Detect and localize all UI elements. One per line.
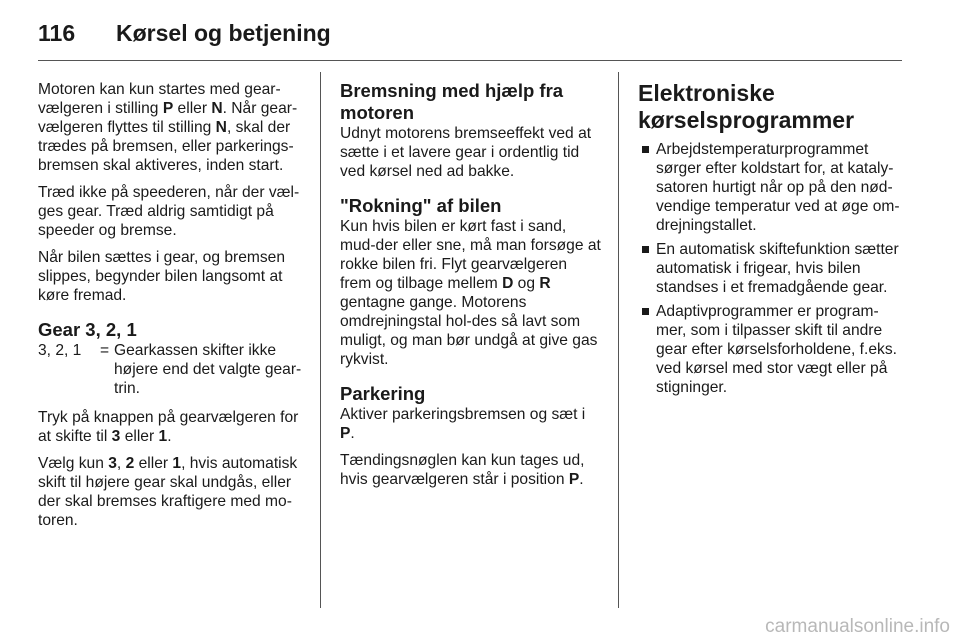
square-bullet-icon	[642, 308, 649, 315]
paragraph-engine-braking: Udnyt motorens bremseeffekt ved at sætte i et lavere gear i ordentlig tid ved kørsel ned ad bakke.	[340, 125, 592, 180]
heading-gear-321: Gear 3, 2, 1	[38, 319, 137, 340]
square-bullet-icon	[642, 246, 649, 253]
paragraph-no-throttle: Træd ikke på speederen, når der væl-ges gear. Træd aldrig samtidigt på speeder og bremse.	[38, 184, 300, 239]
square-bullet-icon	[642, 146, 649, 153]
heading-electronic-programs: Elektroniske kørselsprogrammer	[638, 80, 855, 133]
program-list	[638, 140, 906, 397]
paragraph-ignition-key: Tændingsnøglen kan kun tages ud, hvis gearvælgeren står i position P.	[340, 452, 585, 488]
heading-rocking: "Rokning" af bilen	[340, 195, 502, 216]
definition-equals: =	[100, 342, 110, 359]
chapter-title: Kørsel og betjening	[116, 20, 331, 46]
gear-definition	[38, 341, 306, 398]
column-left	[38, 80, 306, 538]
definition-term: 3, 2, 1	[38, 342, 82, 359]
paragraph-start-conditions: Motoren kan kun startes med gear-vælgeren i stilling P eller N. Når gear-vælgeren flyttes til stilling N, skal der trædes på bremsen, eller parkerings-bremsen skal aktiveres, inden start.	[38, 81, 298, 174]
definition-description: Gearkassen skifter ikke højere end det valgte gear-trin.	[114, 342, 302, 397]
paragraph-press-button: Tryk på knappen på gearvælgeren for at skifte til 3 eller 1.	[38, 409, 299, 445]
paragraph-rocking: Kun hvis bilen er kørt fast i sand, mud-der eller sne, må man forsøge at rokke bilen fri. Flyt gearvælgeren frem og tilbage mellem D og R gentagne gange. Motorens omdrejningstal hol-des så lavt som muligt, og man bør undgå at give gas rykvist.	[340, 218, 601, 368]
list-item: En automatisk skiftefunktion sætter automatisk i frigear, hvis bilen standses i et fremadgående gear.	[638, 240, 906, 297]
list-item: Arbejdstemperaturprogrammet sørger efter koldstart for, at kataly-satoren hurtigt når op på den nød-vendige temperatur ved at øge om-drejningstallet.	[638, 140, 906, 235]
paragraph-parking-brake: Aktiver parkeringsbremsen og sæt i P.	[340, 406, 586, 442]
column-divider-2	[618, 72, 619, 608]
watermark: carmanualsonline.info	[765, 616, 950, 637]
column-middle	[340, 80, 602, 497]
page-header	[38, 16, 902, 60]
header-divider	[38, 60, 902, 61]
paragraph-creep: Når bilen sættes i gear, og bremsen slippes, begynder bilen langsomt at køre fremad.	[38, 249, 286, 304]
heading-parking: Parkering	[340, 383, 426, 404]
list-item: Adaptivprogrammer er program-mer, som i tilpasser skift til andre gear efter kørselsforholdene, f.eks. ved kørsel med stor vægt eller på stigninger.	[638, 302, 906, 397]
column-divider-1	[320, 72, 321, 608]
paragraph-select-gear: Vælg kun 3, 2 eller 1, hvis automatisk skift til højere gear skal undgås, eller der skal bremses kraftigere med mo-toren.	[38, 455, 298, 529]
column-right	[638, 80, 906, 402]
heading-engine-braking: Bremsning med hjælp fra motoren	[340, 80, 564, 123]
page-number: 116	[38, 20, 76, 46]
